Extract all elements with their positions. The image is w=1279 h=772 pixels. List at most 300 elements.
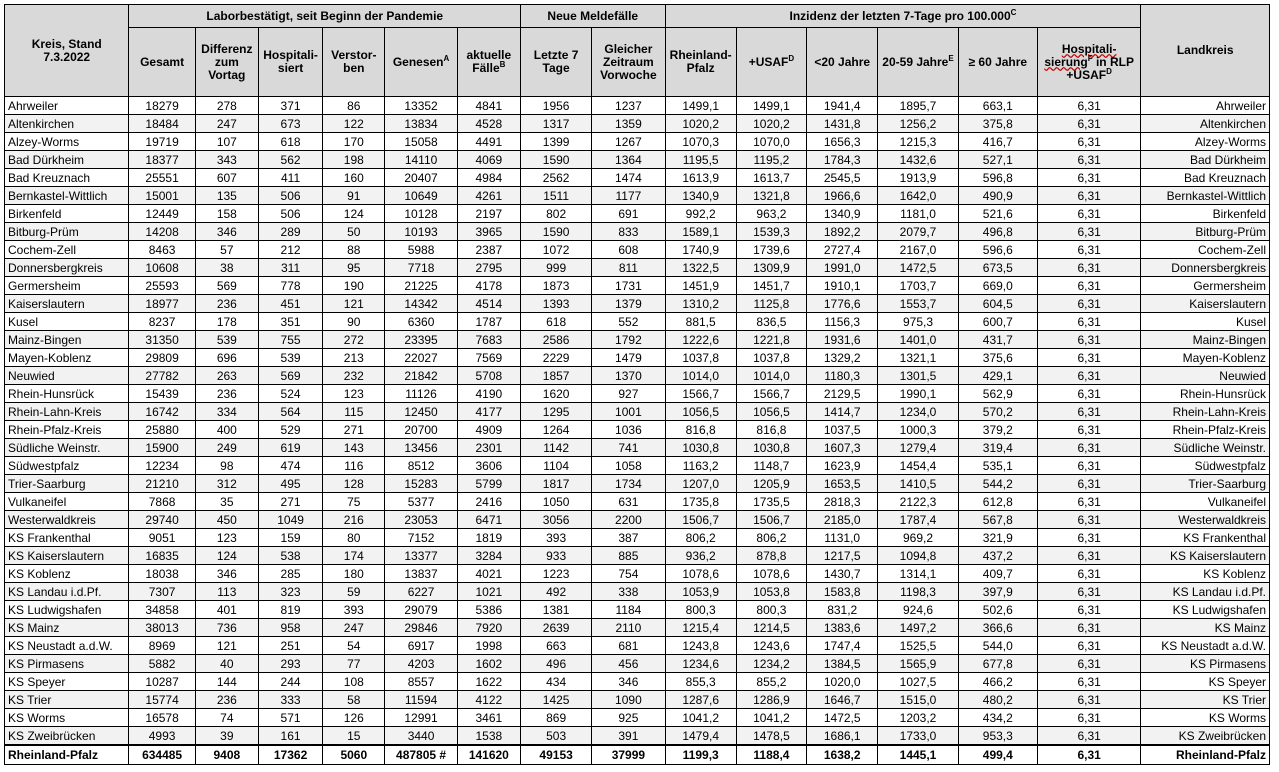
cell-verstorben: 213 [323, 349, 385, 367]
table-row [5, 349, 1270, 367]
table-row [5, 421, 1270, 439]
cell-hospitalisiert: 571 [258, 709, 322, 727]
cell-genesen: 4203 [385, 655, 457, 673]
cell-inzidenz-rlp: 1566,7 [665, 385, 736, 403]
table-row [5, 637, 1270, 655]
cell-verstorben: 59 [323, 583, 385, 601]
cell-inzidenz-u20: 1037,5 [807, 421, 878, 439]
cell-verstorben: 15 [323, 727, 385, 746]
cell-differenz: 9408 [195, 745, 258, 765]
cell-hospitalisiert: 495 [258, 475, 322, 493]
col-header-2059: 20-59 Jahre$^E$ [878, 28, 958, 97]
cell-gesamt: 18977 [129, 295, 195, 313]
cell-landkreis: Rhein-Lahn-Kreis [1141, 403, 1270, 421]
corona-case-table [4, 4, 1270, 765]
cell-hosp-inzidenz: 6,31 [1037, 187, 1140, 205]
cell-inzidenz-2059: 969,2 [878, 529, 958, 547]
cell-inzidenz-2059: 2079,7 [878, 223, 958, 241]
cell-gesamt: 5882 [129, 655, 195, 673]
cell-inzidenz-usaf: 1037,8 [736, 349, 806, 367]
cell-inzidenz-usaf: 1539,3 [736, 223, 806, 241]
cell-hospitalisiert: 569 [258, 367, 322, 385]
cell-gesamt: 29809 [129, 349, 195, 367]
table-row [5, 727, 1270, 746]
cell-inzidenz-60: 604,5 [958, 295, 1037, 313]
cell-genesen: 15058 [385, 133, 457, 151]
cell-kreis: Germersheim [5, 277, 129, 295]
cell-hosp-inzidenz: 6,31 [1037, 583, 1140, 601]
cell-letzte7: 1264 [520, 421, 591, 439]
total-row [5, 745, 1270, 765]
cell-hospitalisiert: 538 [258, 547, 322, 565]
cell-landkreis: Mayen-Koblenz [1141, 349, 1270, 367]
cell-inzidenz-rlp: 1078,6 [665, 565, 736, 583]
cell-genesen: 11594 [385, 691, 457, 709]
cell-hospitalisiert: 474 [258, 457, 322, 475]
cell-vorwoche: 754 [592, 565, 665, 583]
cell-genesen: 10193 [385, 223, 457, 241]
cell-vorwoche: 1731 [592, 277, 665, 295]
cell-letzte7: 1511 [520, 187, 591, 205]
cell-inzidenz-2059: 1027,5 [878, 673, 958, 691]
cell-inzidenz-usaf: 1014,0 [736, 367, 806, 385]
cell-inzidenz-60: 375,6 [958, 349, 1037, 367]
cell-hosp-inzidenz: 6,31 [1037, 619, 1140, 637]
cell-inzidenz-2059: 1703,7 [878, 277, 958, 295]
cell-genesen: 21225 [385, 277, 457, 295]
cell-vorwoche: 631 [592, 493, 665, 511]
cell-gesamt: 18484 [129, 115, 195, 133]
cell-differenz: 40 [195, 655, 258, 673]
cell-inzidenz-u20: 2727,4 [807, 241, 878, 259]
col-header-verstorben: Verstor-ben [323, 28, 385, 97]
cell-landkreis: Bad Dürkheim [1141, 151, 1270, 169]
cell-differenz: 346 [195, 223, 258, 241]
cell-verstorben: 116 [323, 457, 385, 475]
cell-inzidenz-u20: 1941,4 [807, 97, 878, 115]
table-row [5, 547, 1270, 565]
cell-gesamt: 38013 [129, 619, 195, 637]
cell-gesamt: 10608 [129, 259, 195, 277]
cell-gesamt: 12449 [129, 205, 195, 223]
cell-hospitalisiert: 311 [258, 259, 322, 277]
cell-vorwoche: 927 [592, 385, 665, 403]
table-row [5, 313, 1270, 331]
cell-letzte7: 869 [520, 709, 591, 727]
cell-gesamt: 8237 [129, 313, 195, 331]
cell-hospitalisiert: 17362 [258, 745, 322, 765]
cell-gesamt: 16578 [129, 709, 195, 727]
cell-inzidenz-usaf: 806,2 [736, 529, 806, 547]
cell-aktuelle: 3965 [457, 223, 520, 241]
cell-vorwoche: 1036 [592, 421, 665, 439]
cell-genesen: 13352 [385, 97, 457, 115]
cell-inzidenz-60: 567,8 [958, 511, 1037, 529]
cell-inzidenz-u20: 1910,1 [807, 277, 878, 295]
cell-gesamt: 15439 [129, 385, 195, 403]
cell-inzidenz-rlp: 1735,8 [665, 493, 736, 511]
cell-hosp-inzidenz: 6,31 [1037, 331, 1140, 349]
cell-gesamt: 9051 [129, 529, 195, 547]
cell-gesamt: 4993 [129, 727, 195, 746]
cell-inzidenz-rlp: 1195,5 [665, 151, 736, 169]
cell-genesen: 10649 [385, 187, 457, 205]
cell-hospitalisiert: 755 [258, 331, 322, 349]
landkreis-header: Landkreis [1141, 5, 1270, 97]
cell-letzte7: 1425 [520, 691, 591, 709]
cell-differenz: 236 [195, 295, 258, 313]
cell-verstorben: 126 [323, 709, 385, 727]
cell-aktuelle: 4122 [457, 691, 520, 709]
cell-inzidenz-rlp: 1207,0 [665, 475, 736, 493]
cell-landkreis: Rhein-Hunsrück [1141, 385, 1270, 403]
group-header-labor: Laborbestätigt, seit Beginn der Pandemie [129, 5, 521, 28]
cell-landkreis: KS Ludwigshafen [1141, 601, 1270, 619]
cell-aktuelle: 2197 [457, 205, 520, 223]
cell-hosp-inzidenz: 6,31 [1037, 277, 1140, 295]
cell-differenz: 346 [195, 565, 258, 583]
cell-verstorben: 121 [323, 295, 385, 313]
cell-gesamt: 18038 [129, 565, 195, 583]
cell-inzidenz-u20: 1329,2 [807, 349, 878, 367]
cell-inzidenz-2059: 1181,0 [878, 205, 958, 223]
cell-inzidenz-u20: 1784,3 [807, 151, 878, 169]
col-header-hospitalisiert: Hospitali-siert [258, 28, 322, 97]
cell-inzidenz-usaf: 1125,8 [736, 295, 806, 313]
cell-verstorben: 80 [323, 529, 385, 547]
cell-inzidenz-rlp: 1234,6 [665, 655, 736, 673]
cell-aktuelle: 1622 [457, 673, 520, 691]
cell-inzidenz-u20: 1472,5 [807, 709, 878, 727]
cell-inzidenz-2059: 1234,0 [878, 403, 958, 421]
cell-differenz: 158 [195, 205, 258, 223]
cell-inzidenz-60: 466,2 [958, 673, 1037, 691]
cell-differenz: 247 [195, 115, 258, 133]
cell-inzidenz-2059: 924,6 [878, 601, 958, 619]
cell-inzidenz-usaf: 1739,6 [736, 241, 806, 259]
cell-kreis: KS Worms [5, 709, 129, 727]
cell-differenz: 38 [195, 259, 258, 277]
cell-vorwoche: 1267 [592, 133, 665, 151]
cell-hospitalisiert: 619 [258, 439, 322, 457]
cell-inzidenz-u20: 1217,5 [807, 547, 878, 565]
cell-landkreis: Südliche Weinstr. [1141, 439, 1270, 457]
cell-landkreis: Rhein-Pfalz-Kreis [1141, 421, 1270, 439]
cell-inzidenz-u20: 1776,6 [807, 295, 878, 313]
cell-verstorben: 115 [323, 403, 385, 421]
cell-differenz: 144 [195, 673, 258, 691]
cell-inzidenz-u20: 1384,5 [807, 655, 878, 673]
cell-kreis: KS Kaiserslautern [5, 547, 129, 565]
table-row [5, 367, 1270, 385]
cell-gesamt: 16742 [129, 403, 195, 421]
cell-inzidenz-usaf: 1451,7 [736, 277, 806, 295]
cell-genesen: 6360 [385, 313, 457, 331]
cell-genesen: 29079 [385, 601, 457, 619]
cell-inzidenz-60: 429,1 [958, 367, 1037, 385]
cell-inzidenz-60: 669,0 [958, 277, 1037, 295]
cell-hospitalisiert: 819 [258, 601, 322, 619]
cell-genesen: 5988 [385, 241, 457, 259]
cell-inzidenz-2059: 1301,5 [878, 367, 958, 385]
cell-kreis: Südwestpfalz [5, 457, 129, 475]
cell-kreis: Altenkirchen [5, 115, 129, 133]
cell-inzidenz-60: 570,2 [958, 403, 1037, 421]
cell-verstorben: 86 [323, 97, 385, 115]
cell-inzidenz-2059: 975,3 [878, 313, 958, 331]
table-body [5, 97, 1270, 765]
cell-verstorben: 393 [323, 601, 385, 619]
cell-inzidenz-60: 544,0 [958, 637, 1037, 655]
cell-vorwoche: 1359 [592, 115, 665, 133]
cell-inzidenz-rlp: 1222,6 [665, 331, 736, 349]
cell-letzte7: 2586 [520, 331, 591, 349]
cell-inzidenz-rlp: 936,2 [665, 547, 736, 565]
cell-letzte7: 496 [520, 655, 591, 673]
cell-verstorben: 91 [323, 187, 385, 205]
cell-hospitalisiert: 1049 [258, 511, 322, 529]
table-row [5, 223, 1270, 241]
cell-inzidenz-60: 434,2 [958, 709, 1037, 727]
cell-verstorben: 174 [323, 547, 385, 565]
cell-differenz: 249 [195, 439, 258, 457]
cell-hospitalisiert: 958 [258, 619, 322, 637]
cell-inzidenz-rlp: 1506,7 [665, 511, 736, 529]
cell-letzte7: 1857 [520, 367, 591, 385]
cell-vorwoche: 1370 [592, 367, 665, 385]
cell-inzidenz-usaf: 1070,0 [736, 133, 806, 151]
cell-aktuelle: 2795 [457, 259, 520, 277]
cell-inzidenz-rlp: 1310,2 [665, 295, 736, 313]
table-row [5, 259, 1270, 277]
cell-inzidenz-2059: 1256,2 [878, 115, 958, 133]
cell-inzidenz-2059: 1432,6 [878, 151, 958, 169]
cell-hosp-inzidenz: 6,31 [1037, 475, 1140, 493]
cell-gesamt: 7868 [129, 493, 195, 511]
cell-inzidenz-2059: 1198,3 [878, 583, 958, 601]
cell-inzidenz-usaf: 1221,8 [736, 331, 806, 349]
cell-kreis: KS Landau i.d.Pf. [5, 583, 129, 601]
cell-landkreis: KS Trier [1141, 691, 1270, 709]
cell-genesen: 13837 [385, 565, 457, 583]
table-row [5, 619, 1270, 637]
cell-hosp-inzidenz: 6,31 [1037, 169, 1140, 187]
cell-genesen: 5377 [385, 493, 457, 511]
kreis-header: Kreis, Stand 7.3.2022 [5, 5, 129, 97]
cell-landkreis: KS Mainz [1141, 619, 1270, 637]
cell-differenz: 343 [195, 151, 258, 169]
cell-inzidenz-rlp: 855,3 [665, 673, 736, 691]
cell-aktuelle: 4069 [457, 151, 520, 169]
cell-verstorben: 124 [323, 205, 385, 223]
cell-vorwoche: 1792 [592, 331, 665, 349]
cell-inzidenz-u20: 1430,7 [807, 565, 878, 583]
cell-genesen: 14110 [385, 151, 457, 169]
cell-kreis: KS Zweibrücken [5, 727, 129, 746]
cell-gesamt: 27782 [129, 367, 195, 385]
cell-letzte7: 933 [520, 547, 591, 565]
cell-inzidenz-2059: 1314,1 [878, 565, 958, 583]
cell-vorwoche: 552 [592, 313, 665, 331]
cell-differenz: 263 [195, 367, 258, 385]
table-row [5, 97, 1270, 115]
cell-letzte7: 503 [520, 727, 591, 746]
cell-aktuelle: 1819 [457, 529, 520, 547]
cell-inzidenz-60: 596,6 [958, 241, 1037, 259]
cell-gesamt: 18377 [129, 151, 195, 169]
cell-kreis: KS Trier [5, 691, 129, 709]
cell-genesen: 7152 [385, 529, 457, 547]
cell-inzidenz-rlp: 806,2 [665, 529, 736, 547]
cell-verstorben: 50 [323, 223, 385, 241]
cell-inzidenz-2059: 1472,5 [878, 259, 958, 277]
cell-inzidenz-60: 379,2 [958, 421, 1037, 439]
cell-differenz: 123 [195, 529, 258, 547]
cell-hosp-inzidenz: 6,31 [1037, 637, 1140, 655]
cell-genesen: 21842 [385, 367, 457, 385]
cell-kreis: Neuwied [5, 367, 129, 385]
table-row [5, 187, 1270, 205]
cell-hospitalisiert: 506 [258, 187, 322, 205]
table-row [5, 601, 1270, 619]
cell-gesamt: 12234 [129, 457, 195, 475]
cell-landkreis: KS Worms [1141, 709, 1270, 727]
cell-hosp-inzidenz: 6,31 [1037, 655, 1140, 673]
cell-vorwoche: 691 [592, 205, 665, 223]
cell-inzidenz-rlp: 1589,1 [665, 223, 736, 241]
cell-differenz: 607 [195, 169, 258, 187]
cell-hosp-inzidenz: 6,31 [1037, 601, 1140, 619]
cell-vorwoche: 608 [592, 241, 665, 259]
cell-hospitalisiert: 271 [258, 493, 322, 511]
cell-aktuelle: 4021 [457, 565, 520, 583]
cell-letzte7: 1590 [520, 223, 591, 241]
cell-inzidenz-u20: 1607,3 [807, 439, 878, 457]
cell-inzidenz-u20: 1623,9 [807, 457, 878, 475]
col-header-hospitalisierung: Hospitali-sierung$^F$ in RLP $+USAF^D$ [1037, 28, 1140, 97]
cell-verstorben: 90 [323, 313, 385, 331]
cell-inzidenz-rlp: 1014,0 [665, 367, 736, 385]
cell-inzidenz-60: 480,2 [958, 691, 1037, 709]
cell-hosp-inzidenz: 6,31 [1037, 403, 1140, 421]
cell-gesamt: 29740 [129, 511, 195, 529]
cell-kreis: KS Koblenz [5, 565, 129, 583]
cell-kreis: Cochem-Zell [5, 241, 129, 259]
cell-inzidenz-u20: 1431,8 [807, 115, 878, 133]
cell-inzidenz-usaf: 1214,5 [736, 619, 806, 637]
cell-letzte7: 1317 [520, 115, 591, 133]
cell-gesamt: 14208 [129, 223, 195, 241]
col-header-60: ≥ 60 Jahre [958, 28, 1037, 97]
cell-gesamt: 18279 [129, 97, 195, 115]
cell-aktuelle: 1602 [457, 655, 520, 673]
cell-inzidenz-60: 953,3 [958, 727, 1037, 746]
cell-inzidenz-rlp: 1163,2 [665, 457, 736, 475]
cell-inzidenz-rlp: 1020,2 [665, 115, 736, 133]
cell-gesamt: 31350 [129, 331, 195, 349]
cell-hosp-inzidenz: 6,31 [1037, 745, 1140, 765]
cell-hospitalisiert: 323 [258, 583, 322, 601]
cell-verstorben: 247 [323, 619, 385, 637]
cell-letzte7: 1050 [520, 493, 591, 511]
cell-inzidenz-rlp: 1070,3 [665, 133, 736, 151]
cell-genesen: 23053 [385, 511, 457, 529]
table-row [5, 205, 1270, 223]
cell-gesamt: 25551 [129, 169, 195, 187]
cell-verstorben: 198 [323, 151, 385, 169]
cell-vorwoche: 346 [592, 673, 665, 691]
cell-inzidenz-60: 527,1 [958, 151, 1037, 169]
cell-letzte7: 492 [520, 583, 591, 601]
col-header-gesamt: Gesamt [129, 28, 195, 97]
cell-inzidenz-60: 496,8 [958, 223, 1037, 241]
table-row [5, 691, 1270, 709]
cell-differenz: 121 [195, 637, 258, 655]
col-header-genesen: Genesen$^A$ [385, 28, 457, 97]
cell-letzte7: 393 [520, 529, 591, 547]
cell-aktuelle: 3461 [457, 709, 520, 727]
cell-kreis: Vulkaneifel [5, 493, 129, 511]
cell-hosp-inzidenz: 6,31 [1037, 367, 1140, 385]
cell-vorwoche: 456 [592, 655, 665, 673]
cell-differenz: 450 [195, 511, 258, 529]
cell-inzidenz-60: 600,7 [958, 313, 1037, 331]
cell-gesamt: 7307 [129, 583, 195, 601]
cell-hosp-inzidenz: 6,31 [1037, 457, 1140, 475]
cell-hosp-inzidenz: 6,31 [1037, 97, 1140, 115]
cell-inzidenz-u20: 2545,5 [807, 169, 878, 187]
cell-letzte7: 2229 [520, 349, 591, 367]
cell-verstorben: 232 [323, 367, 385, 385]
cell-vorwoche: 1379 [592, 295, 665, 313]
cell-inzidenz-60: 596,8 [958, 169, 1037, 187]
cell-hosp-inzidenz: 6,31 [1037, 709, 1140, 727]
cell-inzidenz-usaf: 1053,8 [736, 583, 806, 601]
cell-inzidenz-60: 663,1 [958, 97, 1037, 115]
cell-letzte7: 1873 [520, 277, 591, 295]
cell-kreis: Bitburg-Prüm [5, 223, 129, 241]
cell-kreis: Mainz-Bingen [5, 331, 129, 349]
cell-genesen: 22027 [385, 349, 457, 367]
cell-hosp-inzidenz: 6,31 [1037, 115, 1140, 133]
cell-genesen: 3440 [385, 727, 457, 746]
cell-gesamt: 634485 [129, 745, 195, 765]
cell-aktuelle: 2387 [457, 241, 520, 259]
cell-vorwoche: 1001 [592, 403, 665, 421]
cell-inzidenz-u20: 1892,2 [807, 223, 878, 241]
col-header-letzte7: Letzte 7 Tage [520, 28, 591, 97]
cell-letzte7: 3056 [520, 511, 591, 529]
cell-verstorben: 122 [323, 115, 385, 133]
cell-kreis: Mayen-Koblenz [5, 349, 129, 367]
cell-verstorben: 88 [323, 241, 385, 259]
cell-genesen: 12991 [385, 709, 457, 727]
cell-gesamt: 8463 [129, 241, 195, 259]
cell-inzidenz-usaf: 963,2 [736, 205, 806, 223]
cell-letzte7: 49153 [520, 745, 591, 765]
cell-hosp-inzidenz: 6,31 [1037, 493, 1140, 511]
cell-aktuelle: 4178 [457, 277, 520, 295]
cell-inzidenz-2059: 1401,0 [878, 331, 958, 349]
cell-letzte7: 1104 [520, 457, 591, 475]
cell-kreis: Südliche Weinstr. [5, 439, 129, 457]
cell-hosp-inzidenz: 6,31 [1037, 259, 1140, 277]
cell-kreis: Kusel [5, 313, 129, 331]
cell-hosp-inzidenz: 6,31 [1037, 349, 1140, 367]
cell-aktuelle: 1787 [457, 313, 520, 331]
cell-hospitalisiert: 371 [258, 97, 322, 115]
cell-inzidenz-2059: 1321,1 [878, 349, 958, 367]
